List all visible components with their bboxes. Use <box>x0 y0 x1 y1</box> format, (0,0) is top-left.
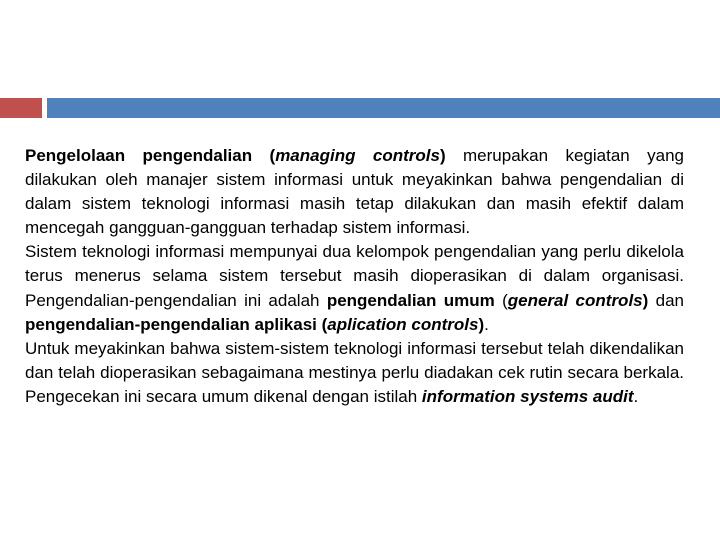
term-information-systems-audit: information systems audit <box>421 386 634 406</box>
paragraph3-lead: Untuk meyakinkan bahwa sistem-sistem teknologi informasi tersebut telah dikendalikan dan telah dioperasikan sebagaimana mestinya perlu diadakan cek rutin secara berkala. Pengecekan ini secara umum dikenal dengan istilah <box>25 338 684 406</box>
paren-open: ( <box>252 146 276 165</box>
accent-bar-red <box>0 98 42 118</box>
sentence-end: . <box>484 314 489 334</box>
paragraph-control-groups <box>25 240 684 336</box>
sentence-end: . <box>633 386 639 406</box>
term-general-controls: general controls <box>507 290 643 310</box>
term-pengendalian-aplikasi: pengendalian-pengendalian aplikasi <box>25 314 317 334</box>
paren-open: ( <box>494 290 508 310</box>
paren-close: ) <box>439 146 446 165</box>
paren-close: ) <box>642 290 649 310</box>
term-pengendalian-umum: pengendalian umum <box>326 290 495 310</box>
paragraph-managing-controls <box>25 144 684 240</box>
term-aplication-controls: aplication controls <box>327 314 479 334</box>
accent-bar-blue <box>47 98 720 118</box>
term-pengelolaan-pengendalian: Pengelolaan pengendalian <box>25 146 253 165</box>
conjunction-dan: dan <box>648 290 684 310</box>
term-managing-controls: managing controls <box>275 146 440 165</box>
body-text <box>25 144 684 409</box>
paragraph2-lead: Sistem teknologi informasi mempunyai dua kelompok pengendalian yang perlu dikelola terus menerus selama sistem tersebut masih dioperasikan di dalam organisasi. Pengendalian-pengendalian ini adalah <box>25 242 684 310</box>
paren-open: ( <box>316 314 328 334</box>
paren-close: ) <box>478 314 485 334</box>
paragraph1-text: merupakan kegiatan yang dilakukan oleh manajer sistem informasi untuk meyakinkan bahwa pengendalian di dalam sistem teknologi informasi masih tetap dilakukan dan masih efektif dalam mencegah gangguan-gangguan terhadap sistem informasi. <box>25 146 684 238</box>
paragraph-systems-audit <box>25 337 684 409</box>
